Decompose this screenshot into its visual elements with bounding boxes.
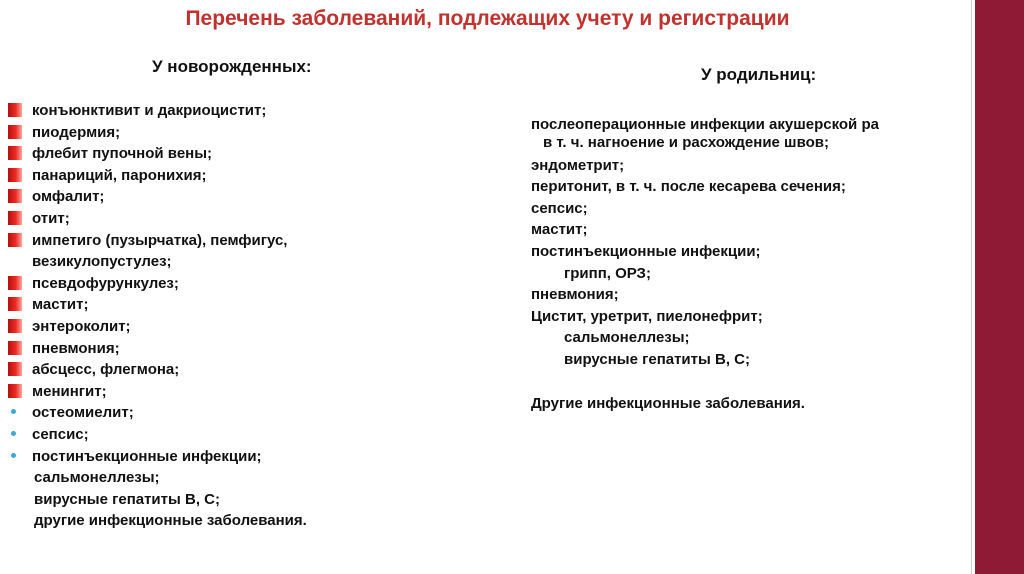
- list-item-text: конъюнктивит и дакриоцистит;: [32, 102, 267, 119]
- list-item-text: отит;: [32, 209, 70, 227]
- red-square-bullet-icon: [8, 276, 22, 290]
- red-square-bullet-icon: [8, 189, 22, 203]
- list-item-text: импетиго (пузырчатка), пемфигус,: [32, 231, 288, 249]
- list-item-text: сальмонеллезы;: [34, 469, 160, 487]
- red-square-bullet-icon: [8, 233, 22, 247]
- list-item: [531, 176, 971, 198]
- list-item: [8, 510, 478, 532]
- list-item-text: пневмония;: [531, 286, 619, 304]
- list-item-text: Цистит, уретрит, пиелонефрит;: [531, 307, 763, 325]
- blue-dot-bullet-icon: [11, 409, 16, 414]
- list-item: [531, 327, 971, 349]
- mothers-heading: У родильниц:: [701, 65, 817, 84]
- list-item-text: вирусные гепатиты В, С;: [564, 350, 750, 368]
- list-item: [531, 306, 971, 328]
- list-item: [531, 241, 971, 263]
- list-item-text: псевдофурункулез;: [32, 274, 179, 292]
- list-item: [531, 284, 971, 306]
- list-item: [8, 294, 478, 316]
- list-item-text: в т. ч. нагноение и расхождение швов;: [543, 133, 829, 151]
- list-item-text: пиодермия;: [32, 123, 121, 141]
- red-square-bullet-icon: [8, 211, 22, 225]
- list-item: [8, 165, 478, 187]
- list-item: [8, 316, 478, 338]
- list-item: [8, 100, 478, 122]
- list-item: [8, 359, 478, 381]
- list-item-text: вирусные гепатиты В, С;: [34, 490, 220, 508]
- blue-dot-bullet-icon: [11, 431, 16, 436]
- list-item-text: остеомиелит;: [32, 404, 134, 422]
- list-item-text: абсцесс, флегмона;: [32, 361, 180, 379]
- red-square-bullet-icon: [8, 297, 22, 311]
- red-square-bullet-icon: [8, 384, 22, 398]
- list-spacer: [531, 371, 971, 393]
- list-item-text: перитонит, в т. ч. после кесарева сечения;: [531, 178, 846, 196]
- list-item-text: панариций, паронихия;: [32, 166, 207, 184]
- list-item-text: сепсис;: [32, 425, 89, 443]
- red-square-bullet-icon: [8, 341, 22, 355]
- slide-title: Перечень заболеваний, подлежащих учету и регистрации: [185, 7, 790, 30]
- red-square-bullet-icon: [8, 146, 22, 160]
- list-item-text: пневмония;: [32, 339, 120, 357]
- list-item: [8, 402, 478, 424]
- list-item: [8, 489, 478, 511]
- list-item-text: другие инфекционные заболевания.: [34, 512, 307, 530]
- divider: [971, 0, 972, 574]
- list-item: [531, 114, 971, 136]
- list-item: [8, 424, 478, 446]
- list-item: [8, 273, 478, 295]
- list-item: [8, 381, 478, 403]
- blue-dot-bullet-icon: [11, 453, 16, 458]
- list-item: [8, 338, 478, 360]
- list-item-text: постинъекционные инфекции;: [32, 447, 262, 465]
- list-item: [531, 198, 971, 220]
- red-square-bullet-icon: [8, 103, 22, 117]
- red-square-bullet-icon: [8, 168, 22, 182]
- list-item: [8, 186, 478, 208]
- list-item-text: мастит;: [32, 296, 89, 314]
- list-item: [531, 349, 971, 371]
- sidebar-accent-bar: [975, 0, 1024, 574]
- red-square-bullet-icon: [8, 125, 22, 139]
- list-item-text: постинъекционные инфекции;: [531, 242, 761, 260]
- list-item-text: везикулопустулез;: [32, 253, 172, 271]
- list-item: [531, 393, 971, 415]
- list-item: [8, 230, 478, 252]
- list-item-text: Другие инфекционные заболевания.: [531, 394, 805, 412]
- list-item-text: сепсис;: [531, 199, 588, 217]
- list-item: [8, 122, 478, 144]
- list-item: [8, 446, 478, 468]
- list-item-text: грипп, ОРЗ;: [564, 264, 651, 282]
- list-item-text: флебит пупочной вены;: [32, 145, 213, 163]
- newborns-list: [8, 100, 478, 532]
- list-item-text: энтероколит;: [32, 317, 131, 335]
- list-item: [531, 263, 971, 285]
- list-item: [531, 134, 971, 151]
- list-item: [8, 467, 478, 489]
- list-item-text: омфалит;: [32, 188, 105, 206]
- list-item-text: сальмонеллезы;: [564, 329, 690, 347]
- red-square-bullet-icon: [8, 362, 22, 376]
- newborns-heading: У новорожденных:: [152, 57, 312, 76]
- list-item: [8, 143, 478, 165]
- red-square-bullet-icon: [8, 319, 22, 333]
- list-item-text: послеоперационные инфекции акушерской ра: [531, 116, 879, 133]
- mothers-list: [531, 114, 971, 414]
- list-item-text: эндометрит;: [531, 156, 625, 174]
- list-item: [8, 251, 478, 273]
- list-item: [531, 219, 971, 241]
- list-item-text: менингит;: [32, 382, 107, 400]
- list-item: [531, 155, 971, 177]
- list-item: [8, 208, 478, 230]
- list-item-text: мастит;: [531, 221, 588, 239]
